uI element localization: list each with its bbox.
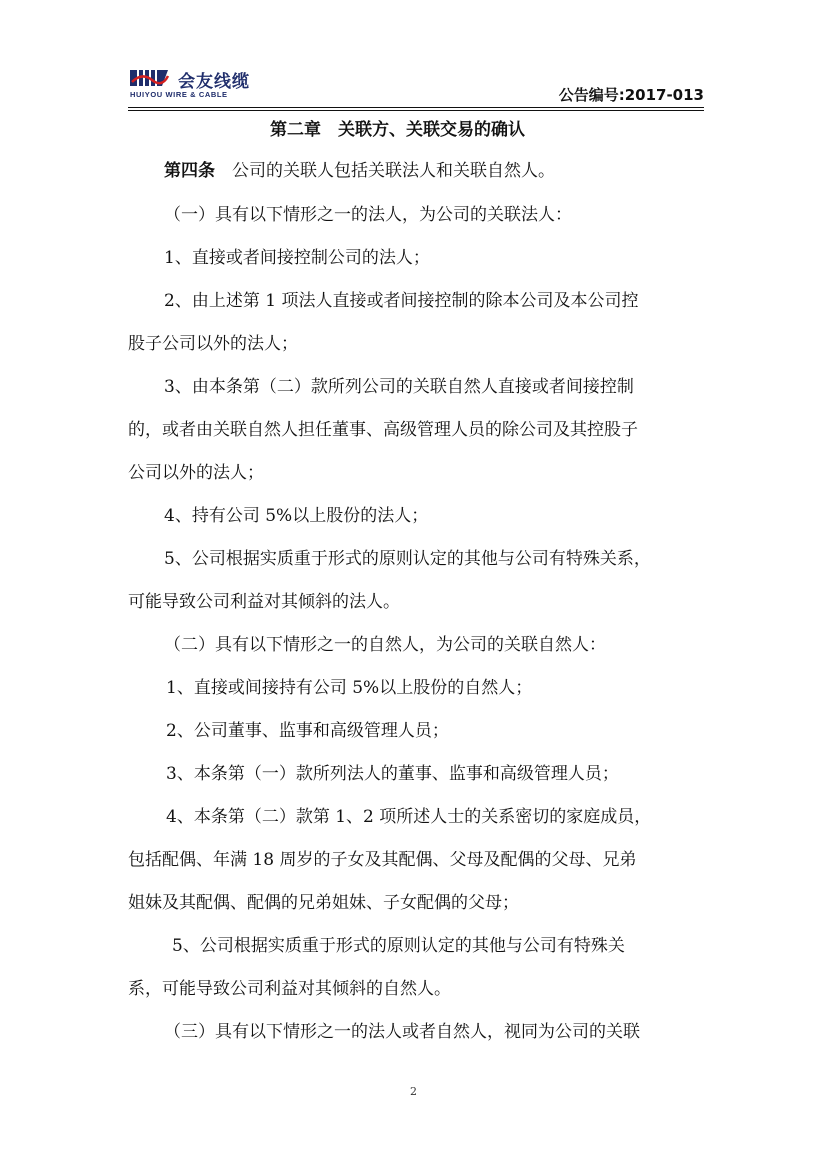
- body-line: 5、公司根据实质重于形式的原则认定的其他与公司有特殊关: [172, 936, 625, 956]
- company-logo: [128, 66, 288, 106]
- body-line: （一）具有以下情形之一的法人，为公司的关联法人：: [164, 205, 572, 225]
- body-line: 5、公司根据实质重于形式的原则认定的其他与公司有特殊关系，: [164, 549, 651, 569]
- body-line: 可能导致公司利益对其倾斜的法人。: [128, 592, 400, 612]
- article-text: 公司的关联人包括关联法人和关联自然人。: [232, 161, 555, 181]
- body-line: 4、持有公司 5%以上股份的法人；: [164, 506, 429, 526]
- body-line: （三）具有以下情形之一的法人或者自然人，视同为公司的关联: [164, 1022, 640, 1042]
- logo-mark-icon: [130, 68, 170, 90]
- article-paragraph: [164, 160, 555, 182]
- notice-number: 公告编号:2017-013: [558, 86, 704, 104]
- body-line: 1、直接或间接持有公司 5%以上股份的自然人；: [166, 678, 533, 698]
- body-line: （二）具有以下情形之一的自然人，为公司的关联自然人：: [164, 635, 606, 655]
- body-line: 4、本条第（二）款第 1、2 项所述人士的关系密切的家庭成员，: [166, 807, 652, 827]
- page-header: [128, 66, 704, 108]
- body-line: 姐妹及其配偶、配偶的兄弟姐妹、子女配偶的父母；: [128, 893, 519, 913]
- body-line: 1、直接或者间接控制公司的法人；: [164, 248, 430, 268]
- body-line: 公司以外的法人；: [128, 463, 264, 483]
- body-line: 2、由上述第 1 项法人直接或者间接控制的除本公司及本公司控: [164, 291, 639, 311]
- logo-chinese-name: 会友线缆: [178, 72, 250, 92]
- article-label: 第四条: [164, 161, 215, 181]
- body-line: 3、本条第（一）款所列法人的董事、监事和高级管理人员；: [166, 764, 619, 784]
- body-line: 3、由本条第（二）款所列公司的关联自然人直接或者间接控制: [164, 377, 634, 397]
- logo-english-name: HUIYOU WIRE & CABLE: [130, 90, 228, 99]
- body-line: 的，或者由关联自然人担任董事、高级管理人员的除公司及其控股子: [128, 420, 638, 440]
- chapter-title: 第二章 关联方、关联交易的确认: [270, 120, 525, 140]
- body-line: 系，可能导致公司利益对其倾斜的自然人。: [128, 979, 451, 999]
- body-line: 股子公司以外的法人；: [128, 334, 298, 354]
- body-line: 2、公司董事、监事和高级管理人员；: [166, 721, 449, 741]
- body-line: 包括配偶、年满 18 周岁的子女及其配偶、父母及配偶的父母、兄弟: [128, 850, 637, 870]
- page-number: 2: [410, 1085, 417, 1098]
- header-divider: [128, 107, 704, 111]
